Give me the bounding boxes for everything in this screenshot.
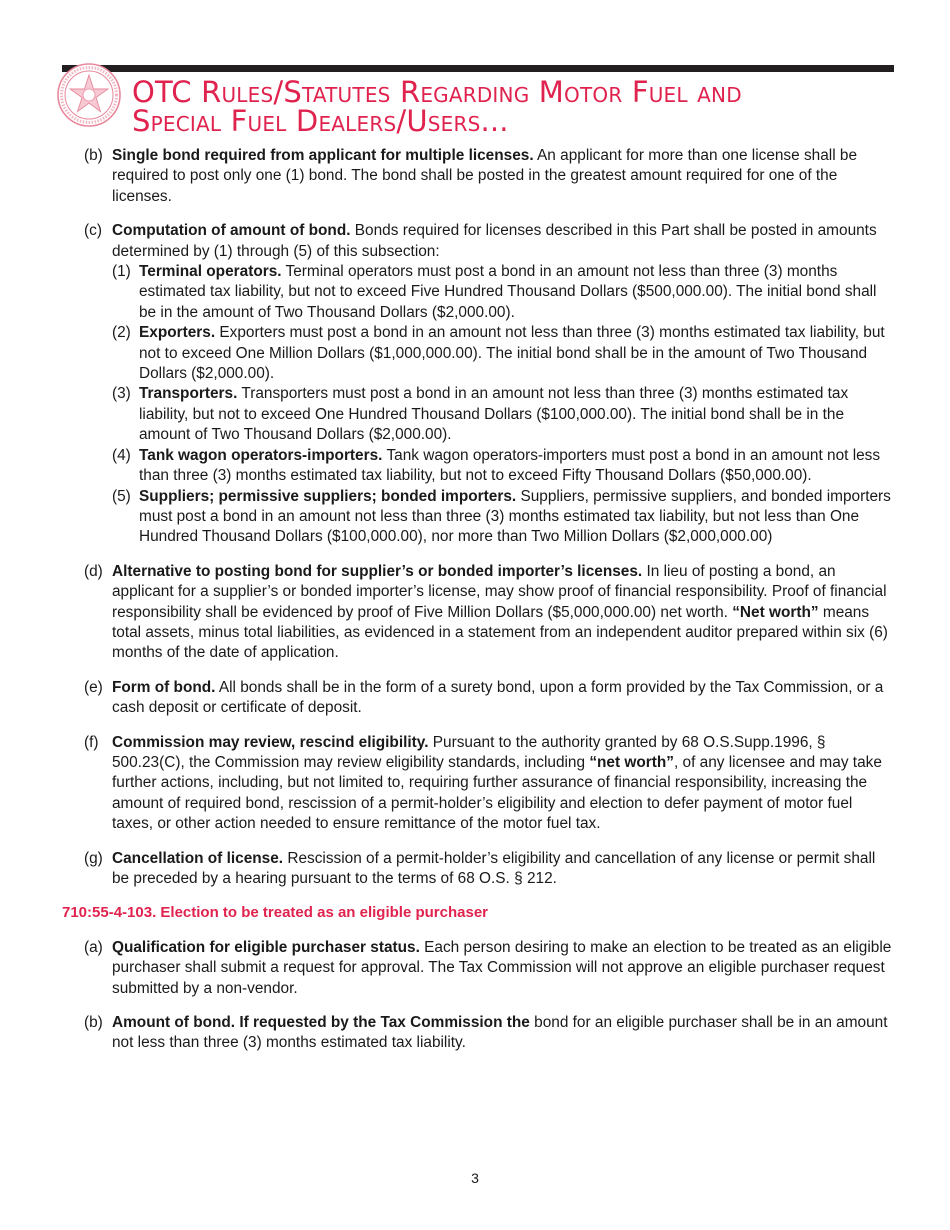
list-item-terminal-operators	[62, 262, 892, 323]
page-number: 3	[471, 1170, 479, 1186]
paragraph-heading: Qualification for eligible purchaser status.	[112, 938, 420, 956]
list-item-exporters	[62, 323, 892, 384]
paragraph-f-review-eligibility	[62, 733, 892, 835]
list-item-text: Suppliers, permissive suppliers, and bonded importers must post a bond in an amount not less than three (3) months estimated tax liability, but not less than One Hundred Thousand Dollars ($100,000.00), nor more than Two Million Dollars ($2,000,000.00)	[139, 487, 891, 546]
paragraph-text: Bonds required for licenses described in this Part shall be posted in amounts determined by (1) through (5) of this subsection:	[112, 222, 877, 260]
paragraph-e-form-of-bond	[62, 678, 892, 719]
list-item-marker: (3)	[112, 385, 131, 403]
list-item-text: Exporters must post a bond in an amount not less than three (3) months estimated tax liability, but not to exceed One Million Dollars ($1,000,000.00). The initial bond shall be in the amount of Two Thousand Dollars ($2,000.00).	[139, 324, 885, 383]
paragraph-text: means total assets, minus total liabilities, as evidenced in a statement from an independent auditor prepared within six (6) months of the date of application.	[112, 603, 888, 662]
list-item-heading: Terminal operators.	[139, 263, 282, 281]
list-item-heading: Transporters.	[139, 385, 238, 403]
paragraph-text: Each person desiring to make an election to be treated as an eligible purchaser shall submit a request for approval. The Tax Commission will not approve an eligible purchaser request submitted by a non-vendor.	[112, 938, 892, 997]
list-item-text: Terminal operators must post a bond in an amount not less than three (3) months estimated tax liability, but not to exceed Five Hundred Thousand Dollars ($500,000.00). The initial bond shall be in the amount of Two Thousand Dollars ($2,000.00).	[139, 263, 877, 321]
paragraph-text: , of any licensee and may take further actions, including, but not limited to, requiring further assurance of financial responsibility, increasing the amount of required bond, rescission of a permit-holder’s eligibility and election to defer payment of motor fuel taxes, or other action needed to ensure remittance of the motor fuel tax.	[112, 753, 882, 833]
list-item-marker: (1)	[112, 263, 131, 281]
list-item-heading: Exporters.	[139, 324, 216, 342]
state-seal-icon	[56, 62, 122, 128]
page-title-line-2: Special Fuel Dealers/Users...	[132, 104, 509, 138]
paragraph-text: All bonds shall be in the form of a surety bond, upon a form provided by the Tax Commission, or a cash deposit or certificate of deposit.	[112, 678, 884, 717]
paragraph-g-cancellation	[62, 849, 892, 890]
list-item-marker: (5)	[112, 487, 131, 505]
section-heading: 710:55-4-103. Election to be treated as an eligible purchaser	[62, 904, 488, 922]
net-worth-term: “Net worth”	[732, 603, 819, 621]
bond-amount-list	[62, 262, 892, 548]
paragraph-marker: (d)	[84, 562, 103, 580]
paragraph-marker: (b)	[84, 147, 103, 164]
document-body	[62, 146, 892, 1068]
paragraph-text: bond for an eligible purchaser shall be in an amount not less than three (3) months estimated tax liability.	[112, 1014, 888, 1052]
paragraph-text: Pursuant to the authority granted by 68 O.S.Supp.1996, § 500.23(C), the Commission may review eligibility standards, including	[112, 733, 826, 771]
list-item-suppliers	[62, 487, 892, 548]
paragraph-marker: (b)	[84, 1014, 103, 1032]
list-item-marker: (2)	[112, 324, 131, 342]
page-title-line-1: OTC Rules/Statutes Regarding Motor Fuel and	[132, 75, 742, 109]
paragraph-marker: (f)	[84, 733, 99, 751]
list-item-heading: Tank wagon operators-importers.	[139, 446, 383, 464]
list-item-tank-wagon-operators	[62, 446, 892, 487]
paragraph-b-single-bond	[62, 146, 892, 207]
header-rule	[62, 65, 894, 72]
list-item-transporters	[62, 384, 892, 445]
paragraph-heading: Commission may review, rescind eligibility.	[112, 733, 429, 751]
paragraph-heading: Computation of amount of bond.	[112, 222, 351, 240]
paragraph-marker: (a)	[84, 938, 103, 956]
paragraph-c-computation	[62, 221, 892, 262]
paragraph-marker: (g)	[84, 849, 103, 867]
paragraph-text: Rescission of a permit-holder’s eligibility and cancellation of any license or permit shall be preceded by a hearing pursuant to the terms of 68 O.S. § 212.	[112, 849, 876, 887]
paragraph-heading: Single bond required from applicant for multiple licenses.	[112, 147, 534, 164]
net-worth-term: “net worth”	[589, 753, 674, 771]
list-item-text: Transporters must post a bond in an amount not less than three (3) months estimated tax liability, but not to exceed One Hundred Thousand Dollars ($100,000.00). The initial bond shall be in the amount of Two Thousand Dollars ($2,000.00).	[139, 385, 849, 444]
list-item-marker: (4)	[112, 446, 131, 464]
list-item-text: Tank wagon operators-importers must post a bond in an amount not less than three (3) months estimated tax liability, but not to exceed Fifty Thousand Dollars ($50,000.00).	[139, 446, 881, 485]
paragraph-a-qualification	[62, 938, 892, 999]
paragraph-heading: Form of bond.	[112, 678, 216, 696]
paragraph-text: An applicant for more than one license shall be required to post only one (1) bond. The bond shall be posted in the greatest amount required for one of the licenses.	[112, 147, 858, 205]
paragraph-marker: (e)	[84, 678, 103, 696]
list-item-heading: Suppliers; permissive suppliers; bonded importers.	[139, 487, 517, 505]
page-title	[132, 75, 742, 138]
paragraph-heading: Alternative to posting bond for supplier’s or bonded importer’s licenses.	[112, 562, 643, 580]
paragraph-marker: (c)	[84, 222, 102, 240]
paragraph-b-amount-of-bond	[62, 1013, 892, 1054]
paragraph-text: In lieu of posting a bond, an applicant for a supplier’s or bonded importer’s license, may show proof of financial responsibility. Proof of financial responsibility shall be evidenced by proof of Five Million Dollars ($5,000,000.00) net worth.	[112, 562, 887, 621]
paragraph-heading: Amount of bond. If requested by the Tax Commission the	[112, 1014, 530, 1032]
paragraph-heading: Cancellation of license.	[112, 849, 284, 867]
paragraph-d-alternative	[62, 562, 892, 664]
